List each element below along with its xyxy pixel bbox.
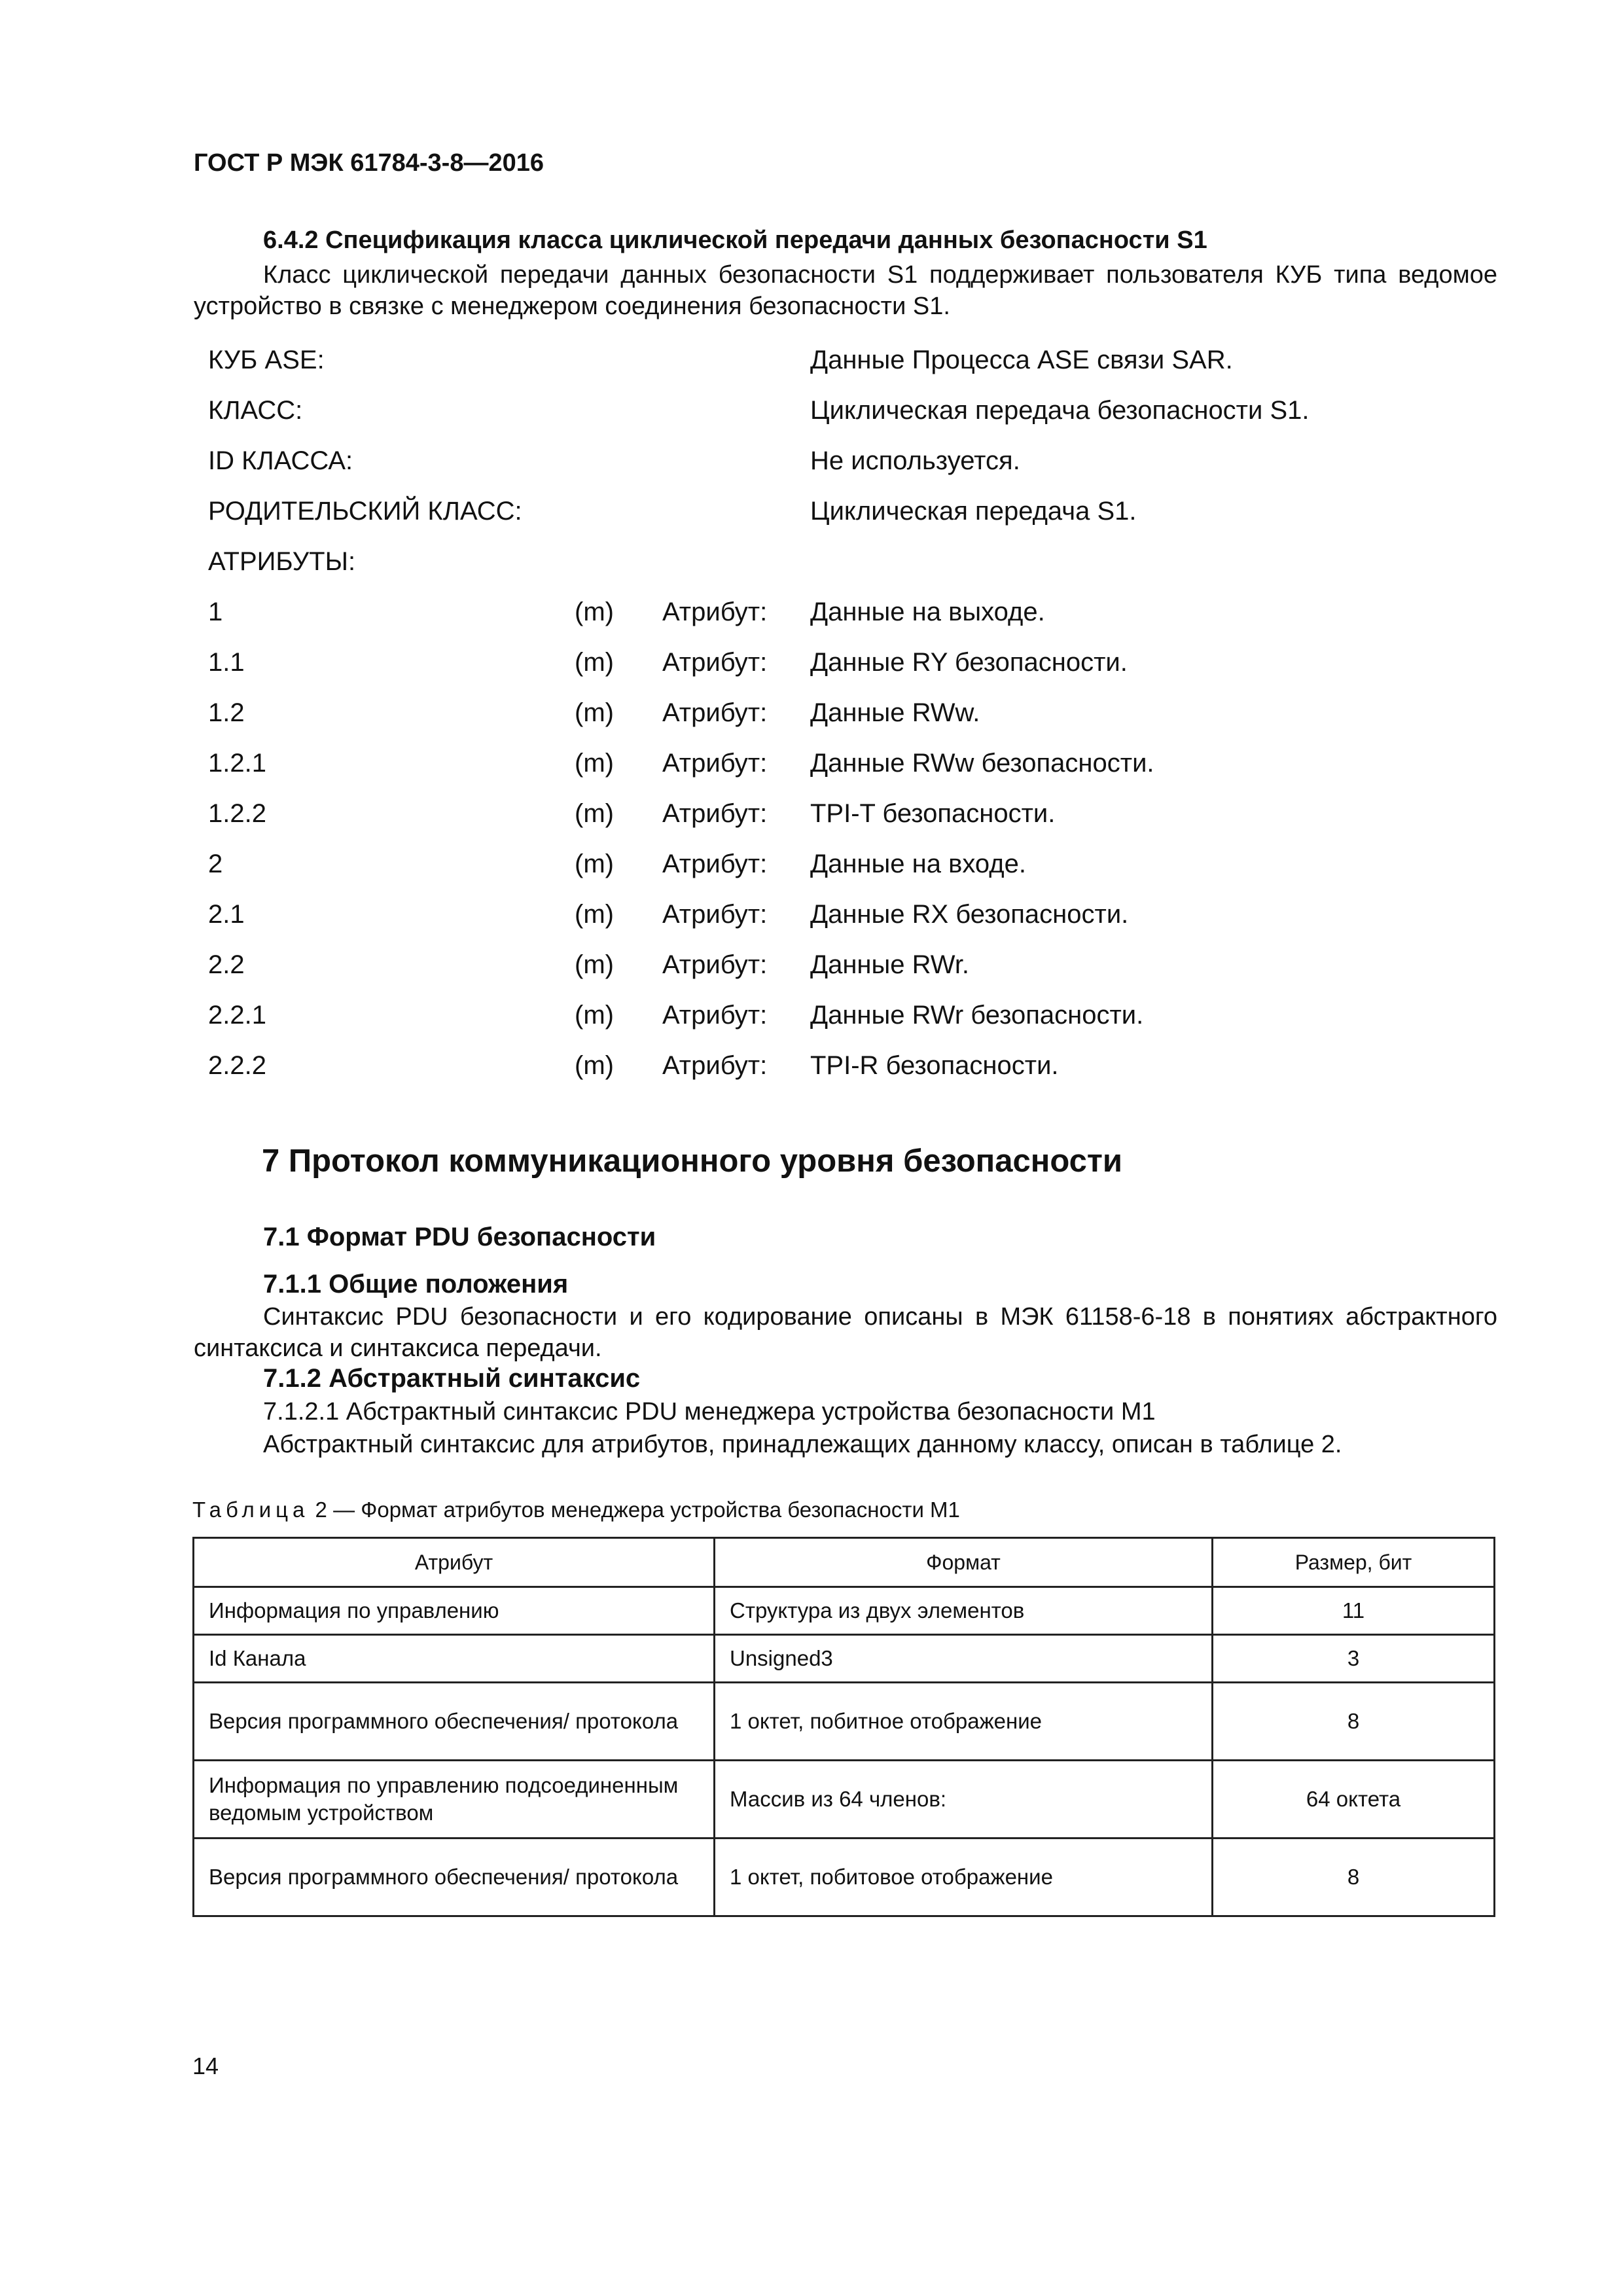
attribute-value: Данные RX безопасности. — [810, 900, 1129, 929]
table-row — [194, 1761, 1495, 1839]
cell-format: Unsigned3 — [715, 1635, 1213, 1683]
cell-size: 8 — [1213, 1839, 1495, 1916]
definition-label: ID КЛАССА: — [208, 446, 353, 475]
table-row — [194, 1839, 1495, 1916]
definition-value: Данные Процесса ASE связи SAR. — [810, 346, 1233, 374]
cell-format: Массив из 64 членов: — [715, 1761, 1213, 1839]
attribute-row — [208, 648, 1452, 687]
attribute-kind: Атрибут: — [662, 648, 768, 677]
attribute-number: 1.2.2 — [208, 799, 266, 828]
attribute-kind: Атрибут: — [662, 950, 768, 979]
section-7-1-1-text: Синтаксис PDU безопасности и его кодирование описаны в МЭК 61158-6-18 в понятиях абстрактного синтаксиса и синтаксиса передачи. — [194, 1303, 1497, 1362]
attribute-mandatory: (m) — [575, 950, 614, 979]
definition-value: Не используется. — [810, 446, 1020, 475]
attribute-mandatory: (m) — [575, 799, 614, 828]
attribute-row — [208, 799, 1452, 838]
cell-attribute: Версия программного обеспечения/ протокола — [194, 1683, 715, 1761]
attribute-number: 1.2 — [208, 698, 245, 727]
definition-label: КУБ ASE: — [208, 346, 325, 374]
section-7-heading: 7 Протокол коммуникационного уровня безопасности — [262, 1143, 1123, 1179]
cell-format: 1 октет, побитовое отображение — [715, 1839, 1213, 1916]
attribute-number: 2.1 — [208, 900, 245, 929]
section-7-1-heading: 7.1 Формат PDU безопасности — [263, 1223, 656, 1251]
cell-format: Структура из двух элементов — [715, 1587, 1213, 1635]
attribute-kind: Атрибут: — [662, 1001, 768, 1030]
section-6-4-2-text: Класс циклической передачи данных безопасности S1 поддерживает пользователя КУБ типа ведомое устройство в связке с менеджером соединения безопасности S1. — [194, 261, 1497, 320]
attribute-value: Данные RWw. — [810, 698, 980, 727]
section-6-4-2-title: 6.4.2 Спецификация класса циклической передачи данных безопасности S1 — [263, 226, 1207, 254]
attribute-kind: Атрибут: — [662, 698, 768, 727]
cell-attribute: Id Канала — [194, 1635, 715, 1683]
attribute-kind: Атрибут: — [662, 598, 768, 626]
document-header-id: ГОСТ Р МЭК 61784-3-8—2016 — [194, 149, 544, 177]
page-number: 14 — [192, 2053, 219, 2079]
attribute-row — [208, 1051, 1452, 1090]
definition-row — [208, 446, 1452, 486]
table-caption-word: Таблица — [192, 1498, 310, 1522]
table-header-row — [194, 1538, 1495, 1587]
section-7-1-1-heading: 7.1.1 Общие положения — [263, 1270, 569, 1299]
attribute-kind: Атрибут: — [662, 900, 768, 929]
definition-label: КЛАСС: — [208, 396, 303, 425]
attribute-kind: Атрибут: — [662, 1051, 768, 1080]
attribute-mandatory: (m) — [575, 850, 614, 878]
definition-row — [208, 547, 1452, 586]
attribute-value: TPI-R безопасности. — [810, 1051, 1059, 1080]
table-caption-text: 2 — Формат атрибутов менеджера устройства безопасности М1 — [309, 1498, 960, 1522]
cell-size: 8 — [1213, 1683, 1495, 1761]
attribute-mandatory: (m) — [575, 1051, 614, 1080]
attribute-mandatory: (m) — [575, 1001, 614, 1030]
definition-label: АТРИБУТЫ: — [208, 547, 356, 576]
attribute-number: 2.2.2 — [208, 1051, 266, 1080]
table-caption — [192, 1498, 960, 1522]
table-row — [194, 1635, 1495, 1683]
attribute-value: TPI-T безопасности. — [810, 799, 1056, 828]
attribute-kind: Атрибут: — [662, 799, 768, 828]
attribute-value: Данные RY безопасности. — [810, 648, 1128, 677]
attribute-mandatory: (m) — [575, 698, 614, 727]
section-7-1-2-1-subheading: 7.1.2.1 Абстрактный синтаксис PDU менеджера устройства безопасности М1 — [263, 1398, 1156, 1426]
definition-row — [208, 346, 1452, 385]
cell-size: 64 октета — [1213, 1761, 1495, 1839]
attribute-value: Данные на входе. — [810, 850, 1026, 878]
attribute-number: 2.2.1 — [208, 1001, 266, 1030]
attributes-format-table — [192, 1537, 1495, 1917]
attribute-row — [208, 950, 1452, 990]
cell-attribute: Информация по управлению подсоединенным ведомым устройством — [194, 1761, 715, 1839]
attribute-mandatory: (m) — [575, 648, 614, 677]
cell-size: 11 — [1213, 1587, 1495, 1635]
attribute-row — [208, 850, 1452, 889]
attribute-number: 2 — [208, 850, 223, 878]
definition-row — [208, 497, 1452, 536]
attribute-mandatory: (m) — [575, 749, 614, 778]
cell-size: 3 — [1213, 1635, 1495, 1683]
attribute-number: 1 — [208, 598, 223, 626]
definition-label: РОДИТЕЛЬСКИЙ КЛАСС: — [208, 497, 522, 526]
attribute-kind: Атрибут: — [662, 749, 768, 778]
attribute-number: 1.1 — [208, 648, 245, 677]
definition-value: Циклическая передача безопасности S1. — [810, 396, 1310, 425]
attribute-row — [208, 598, 1452, 637]
cell-attribute: Информация по управлению — [194, 1587, 715, 1635]
attribute-value: Данные RWr безопасности. — [810, 1001, 1144, 1030]
section-7-1-2-heading: 7.1.2 Абстрактный синтаксис — [263, 1364, 641, 1393]
attribute-mandatory: (m) — [575, 598, 614, 626]
attribute-kind: Атрибут: — [662, 850, 768, 878]
definition-value: Циклическая передача S1. — [810, 497, 1137, 526]
section-7-1-2-text: Абстрактный синтаксис для атрибутов, принадлежащих данному классу, описан в таблице 2. — [263, 1431, 1342, 1458]
cell-attribute: Версия программного обеспечения/ протокола — [194, 1839, 715, 1916]
table-row — [194, 1587, 1495, 1635]
column-header-attribute: Атрибут — [194, 1538, 715, 1587]
attribute-row — [208, 698, 1452, 738]
column-header-size: Размер, бит — [1213, 1538, 1495, 1587]
attribute-mandatory: (m) — [575, 900, 614, 929]
attribute-row — [208, 900, 1452, 939]
cell-format: 1 октет, побитное отображение — [715, 1683, 1213, 1761]
table-row — [194, 1683, 1495, 1761]
attribute-row — [208, 1001, 1452, 1040]
attribute-value: Данные RWr. — [810, 950, 970, 979]
attribute-row — [208, 749, 1452, 788]
attribute-value: Данные на выходе. — [810, 598, 1045, 626]
attribute-number: 1.2.1 — [208, 749, 266, 778]
column-header-format: Формат — [715, 1538, 1213, 1587]
definition-row — [208, 396, 1452, 435]
attribute-number: 2.2 — [208, 950, 245, 979]
attribute-value: Данные RWw безопасности. — [810, 749, 1154, 778]
